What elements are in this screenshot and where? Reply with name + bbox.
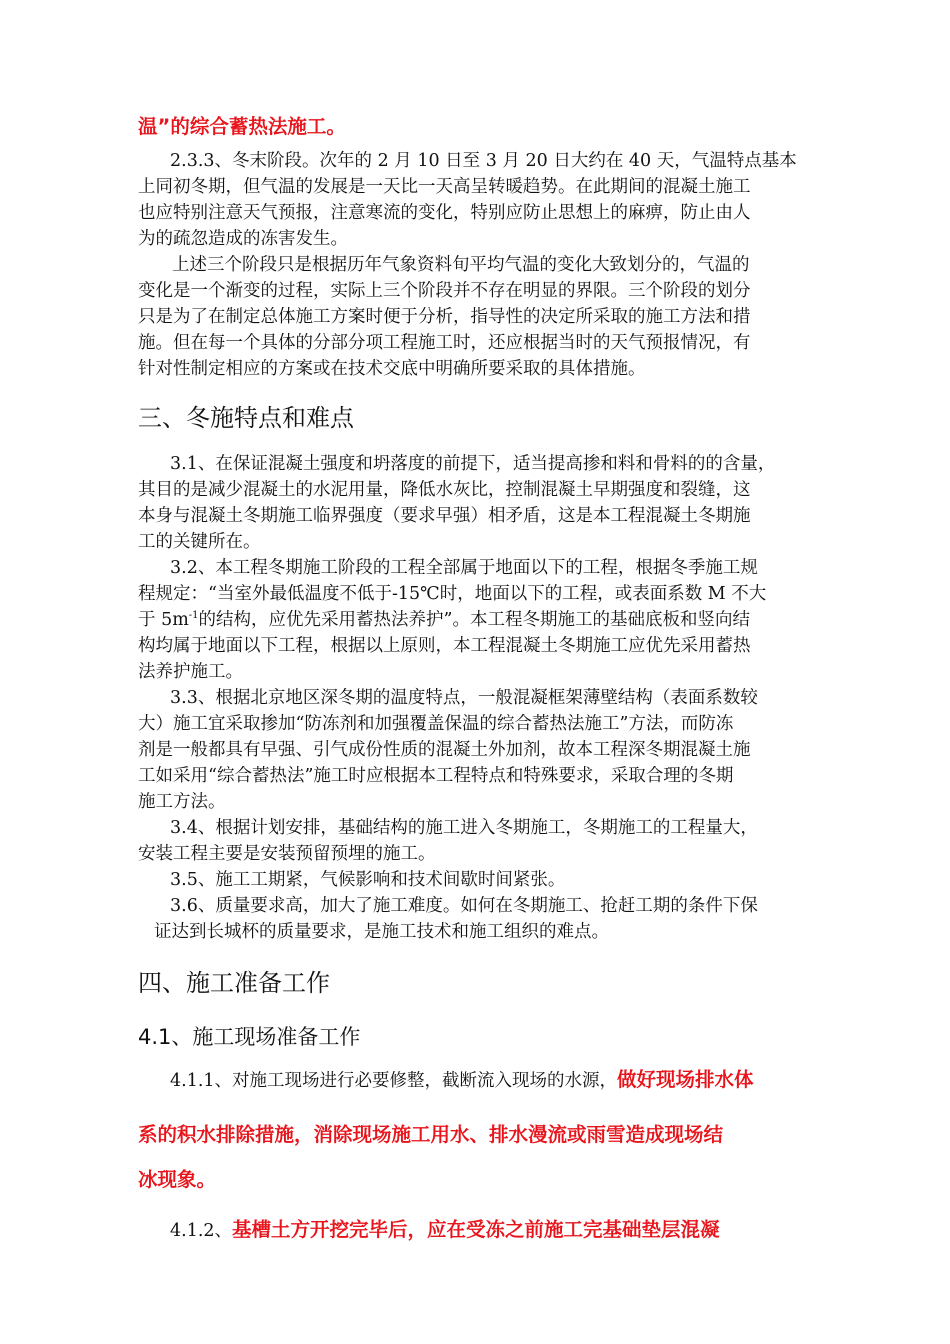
paragraph-line [138,608,750,632]
paragraph-line: 只是为了在制定总体施工方案时便于分析，指导性的决定所采取的施工方法和措 [138,307,751,327]
paragraph-line: 3.3、根据北京地区深冬期的温度特点，一般混凝框架薄壁结构（表面系数较 [170,688,758,708]
section-heading: 四、施工准备工作 [138,969,330,997]
paragraph-line: 3.6、质量要求高，加大了施工难度。如何在冬期施工、抢赶工期的条件下保 [170,896,758,916]
paragraph-line [170,1068,754,1093]
paragraph-line: 变化是一个渐变的过程，实际上三个阶段并不存在明显的界限。三个阶段的划分 [138,281,751,301]
paragraph-line [170,1218,720,1243]
paragraph-line [138,1168,216,1192]
text-run: 于 5m [138,610,189,630]
text-run: 4.1.1、对施工现场进行必要修整，截断流入现场的水源， [170,1071,618,1091]
highlighted-text: 做好现场排水体 [617,1068,754,1091]
paragraph-line: 上同初冬期，但气温的发展是一天比一天高呈转暖趋势。在此期间的混凝土施工 [138,177,751,197]
superscript: -1 [188,610,199,622]
paragraph-line: 构均属于地面以下工程，根据以上原则，本工程混凝土冬期施工应优先采用蓄热 [138,636,751,656]
paragraph-line: 本身与混凝土冬期施工临界强度（要求早强）相矛盾，这是本工程混凝土冬期施 [138,506,751,526]
paragraph-line: 也应特别注意天气预报，注意寒流的变化，特别应防止思想上的麻痹，防止由人 [138,203,751,223]
highlighted-text: 基槽土方开挖完毕后，应在受冻之前施工完基础垫层混凝 [232,1218,720,1241]
paragraph-line: 上述三个阶段只是根据历年气象资料旬平均气温的变化大致划分的，气温的 [172,255,750,275]
highlighted-text: 冰现象。 [138,1168,217,1191]
text-run: 4.1.2、 [170,1221,233,1241]
paragraph-line: 3.4、根据计划安排，基础结构的施工进入冬期施工，冬期施工的工程量大， [170,818,758,838]
paragraph-line: 证达到长城杯的质量要求，是施工技术和施工组织的难点。 [154,922,609,942]
paragraph-line: 工如采用“综合蓄热法”施工时应根据本工程特点和特殊要求，采取合理的冬期 [138,766,734,786]
paragraph-line: 2.3.3、冬末阶段。次年的 2 月 10 日至 3 月 20 日大约在 40 天，气温特点基本 [170,151,797,171]
paragraph-line: 为的疏忽造成的冻害发生。 [138,229,348,249]
paragraph-line: 3.1、在保证混凝土强度和坍落度的前提下，适当提高掺和料和骨料的的含量， [170,454,776,474]
paragraph-line: 施。但在每一个具体的分部分项工程施工时，还应根据当时的天气预报情况，有 [138,333,751,353]
paragraph-line: 程规定：“当室外最低温度不低于-15℃时，地面以下的工程，或表面系数 M 不大 [138,584,767,604]
paragraph-line: 温”的综合蓄热法施工。 [138,115,346,138]
subsection-heading: 4.1、施工现场准备工作 [138,1025,361,1049]
paragraph-line: 其目的是减少混凝土的水泥用量，降低水灰比，控制混凝土早期强度和裂缝，这 [138,480,751,500]
paragraph-line: 3.5、施工工期紧，气候影响和技术间歇时间紧张。 [170,870,566,890]
paragraph-line: 安装工程主要是安装预留预埋的施工。 [138,844,436,864]
section-heading: 三、冬施特点和难点 [138,404,354,432]
paragraph-line: 法养护施工。 [138,662,243,682]
paragraph-line: 3.2、本工程冬期施工阶段的工程全部属于地面以下的工程，根据冬季施工规 [170,558,758,578]
text-run: 的结构，应优先采用蓄热法养护”。本工程冬期施工的基础底板和竖向结 [198,610,750,630]
paragraph-line: 工的关键所在。 [138,532,261,552]
highlighted-line: 系的积水排除措施，消除现场施工用水、排水漫流或雨雪造成现场结 [138,1123,724,1146]
paragraph-line: 剂是一般都具有早强、引气成份性质的混凝土外加剂，故本工程深冬期混凝土施 [138,740,751,760]
paragraph-line: 施工方法。 [138,792,226,812]
paragraph-line: 大）施工宜采取掺加“防冻剂和加强覆盖保温的综合蓄热法施工”方法，而防冻 [138,714,734,734]
paragraph-line: 针对性制定相应的方案或在技术交底中明确所要采取的具体措施。 [138,359,646,379]
